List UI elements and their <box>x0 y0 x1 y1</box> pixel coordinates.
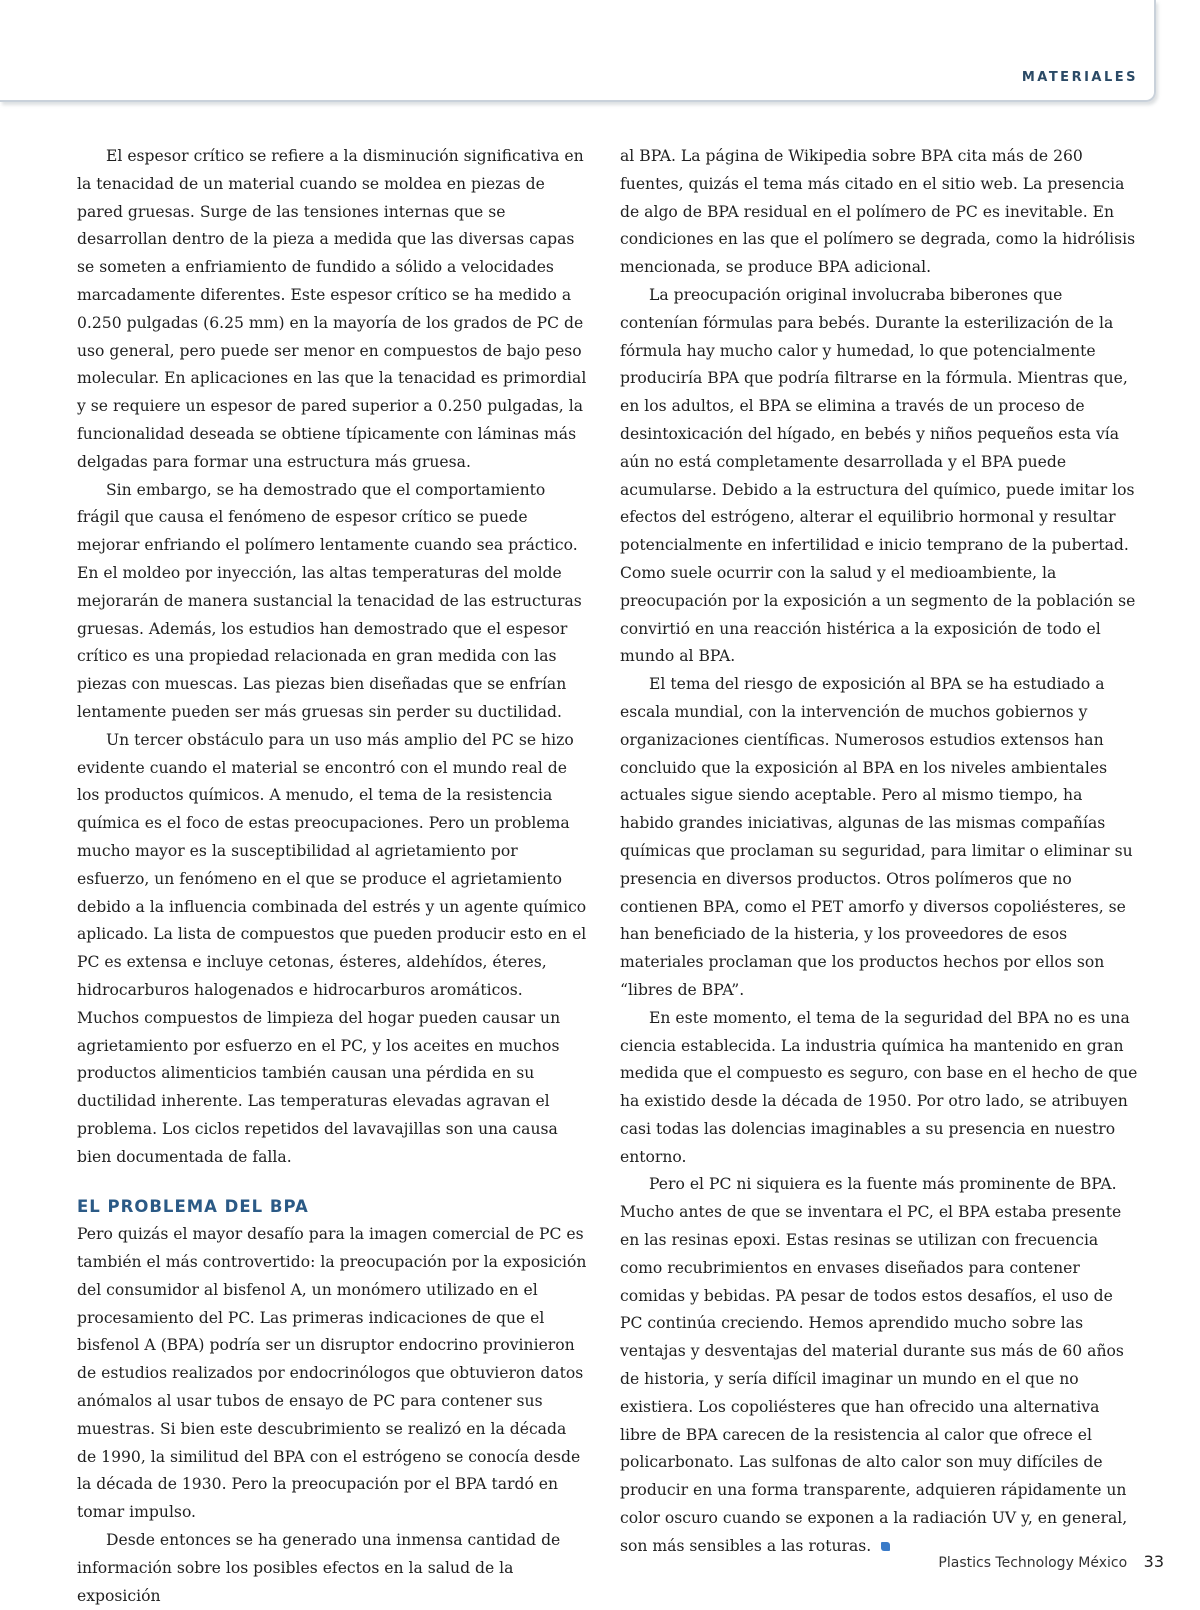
paragraph: Sin embargo, se ha demostrado que el comportamiento frágil que causa el fenómeno de espesor crítico se puede mejorar enfriando el polímero lentamente cuando sea práctico. En el moldeo por inyección, las altas temperaturas del molde mejorarán de manera sustancial la tenacidad de las estructuras gruesas. Además, los estudios han demostrado que el espesor crítico es una propiedad relacionada en gran medida con las piezas con muescas. Las piezas bien diseñadas que se enfrían lentamente pueden ser más gruesas sin perder su ductilidad. <box>77 480 582 721</box>
final-paragraph-text: Pero el PC ni siquiera es la fuente más prominente de BPA. Mucho antes de que se inventara el PC, el BPA estaba presente en las resinas epoxi. Estas resinas se utilizan con frecuencia como recubrimientos en envases diseñados para contener comidas y bebidas. PA pesar de todos estos desafíos, el uso de PC continúa creciendo. Hemos aprendido mucho sobre las ventajas y desventajas del material durante sus más de 60 años de historia, y sería difícil imaginar un mundo en el que no existiera. Los copoliésteres que han ofrecido una alternativa libre de BPA carecen de la resistencia al calor que ofrece el policarbonato. Las sulfonas de alto calor son muy difíciles de producir en una forma transparente, adquieren rápidamente un color oscuro cuando se exponen a la radiación UV y, en general, son más sensibles a las roturas. <box>620 1175 1128 1555</box>
page-number: 33 <box>1143 1552 1164 1571</box>
footer <box>938 1552 1164 1571</box>
paragraph: La preocupación original involucraba biberones que contenían fórmulas para bebés. Durante la esterilización de la fórmula hay mucho calor y humedad, lo que potencialmente produciría BPA que podría filtrarse en la fórmula. Mientras que, en los adultos, el BPA se elimina a través de un proceso de desintoxicación del hígado, en bebés y niños pequeños esta vía aún no está completamente desarrollada y el BPA puede acumularse. Debido a la estructura del químico, puede imitar los efectos del estrógeno, alterar el equilibrio hormonal y resultar potencialmente en infertilidad e inicio temprano de la pubertad. Como suele ocurrir con la salud y el medioambiente, la preocupación por la exposición a un segmento de la población se convirtió en una reacción histérica a la exposición de todo el mundo al BPA. <box>620 285 1136 666</box>
paragraph: Un tercer obstáculo para un uso más amplio del PC se hizo evidente cuando el material se encontró con el mundo real de los productos químicos. A menudo, el tema de la resistencia química es el foco de estas preocupaciones. Pero un problema mucho mayor es la susceptibilidad al agrietamiento por esfuerzo, un fenómeno en el que se produce el agrietamiento debido a la influencia combinada del estrés y un agente químico aplicado. La lista de compuestos que pueden producir esto en el PC es extensa e incluye cetonas, ésteres, aldehídos, éteres, hidrocarburos halogenados e hidrocarburos aromáticos. Muchos compuestos de limpieza del hogar pueden causar un agrietamiento por esfuerzo en el PC, y los aceites en muchos productos alimenticios también causan una pérdida en su ductilidad inherente. Las temperaturas elevadas agravan el problema. Los ciclos repetidos del lavavajillas son una causa bien documentada de falla. <box>77 730 587 1166</box>
section-heading: EL PROBLEMA DEL BPA <box>77 1197 309 1217</box>
header-frame <box>0 0 1156 102</box>
publication-name: Plastics Technology México <box>938 1555 1128 1571</box>
end-of-article-icon <box>881 1542 890 1551</box>
paragraph: Pero quizás el mayor desafío para la imagen comercial de PC es también el más controvertido: la preocupación por la exposición del consumidor al bisfenol A, un monómero utilizado en el procesamiento del PC. Las primeras indicaciones de que el bisfenol A (BPA) podría ser un disruptor endocrino provinieron de estudios realizados por endocrinólogos que obtuvieron datos anómalos al usar tubos de ensayo de PC para contener sus muestras. Si bien este descubrimiento se realizó en la década de 1990, la similitud del BPA con el estrógeno se conocía desde la década de 1930. Pero la preocupación por el BPA tardó en tomar impulso. <box>77 1225 587 1522</box>
paragraph: El espesor crítico se refiere a la disminución significativa en la tenacidad de un material cuando se moldea en piezas de pared gruesas. Surge de las tensiones internas que se desarrollan dentro de la pieza a medida que las diversas capas se someten a enfriamiento de fundido a sólido a velocidades marcadamente diferentes. Este espesor crítico se ha medido a 0.250 pulgadas (6.25 mm) en la mayoría de los grados de PC de uso general, pero puede ser menor en compuestos de bajo peso molecular. En aplicaciones en las que la tenacidad es primordial y se requiere un espesor de pared superior a 0.250 pulgadas, la funcionalidad deseada se obtiene típicamente con láminas más delgadas para formar una estructura más gruesa. <box>77 147 587 471</box>
right-column <box>620 143 1140 1561</box>
section-label: MATERIALES <box>1021 70 1138 85</box>
paragraph: El tema del riesgo de exposición al BPA se ha estudiado a escala mundial, con la intervención de muchos gobiernos y organizaciones científicas. Numerosos estudios extensos han concluido que la exposición al BPA en los niveles ambientales actuales sigue siendo aceptable. Pero al mismo tiempo, ha habido grandes iniciativas, algunas de las mismas compañías químicas que proclaman su seguridad, para limitar o eliminar su presencia en diversos productos. Otros polímeros que no contienen BPA, como el PET amorfo y diversos copoliésteres, se han beneficiado de la histeria, y los proveedores de esos materiales proclaman que los productos hechos por ellos son “libres de BPA”. <box>620 675 1133 999</box>
paragraph: al BPA. La página de Wikipedia sobre BPA cita más de 260 fuentes, quizás el tema más citado en el sitio web. La presencia de algo de BPA residual en el polímero de PC es inevitable. En condiciones en las que el polímero se degrada, como la hidrólisis mencionada, se produce BPA adicional. <box>620 147 1136 277</box>
paragraph: Desde entonces se ha generado una inmensa cantidad de información sobre los posibles efectos en la salud de la exposición <box>77 1531 561 1605</box>
paragraph <box>620 1171 1140 1560</box>
paragraph: En este momento, el tema de la seguridad del BPA no es una ciencia establecida. La industria química ha mantenido en gran medida que el compuesto es seguro, con base en el hecho de que ha existido desde la década de 1950. Por otro lado, se atribuyen casi todas las dolencias imaginables a su presencia en nuestro entorno. <box>620 1008 1138 1166</box>
left-column <box>77 143 589 1610</box>
